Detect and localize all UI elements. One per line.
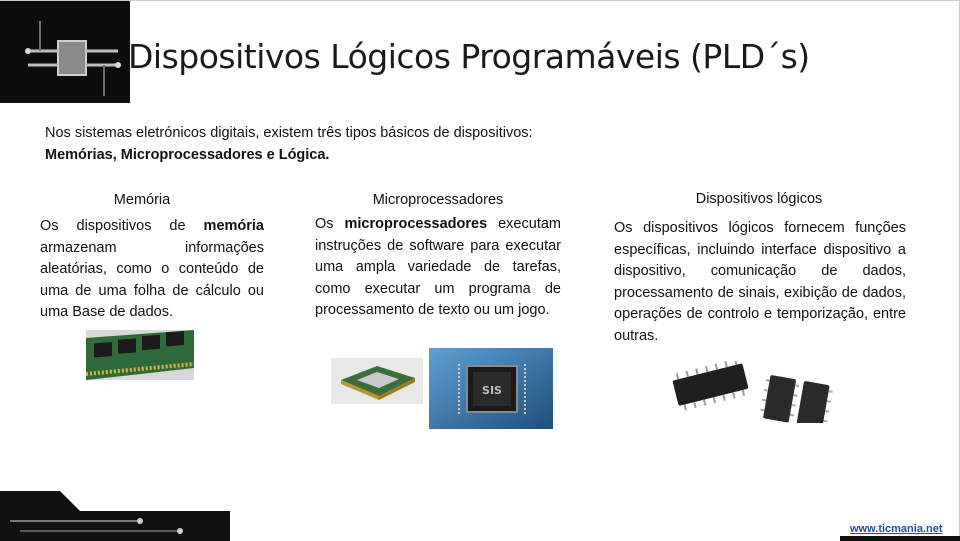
intro-text	[45, 122, 645, 166]
slide-title: Dispositivos Lógicos Programáveis (PLD´s)	[128, 37, 810, 76]
microprocessor-text-bold: microprocessadores	[344, 216, 488, 232]
cpu-chip-image	[331, 358, 423, 404]
microprocessor-heading: Microprocessadores	[372, 192, 504, 208]
logic-ic-image	[662, 361, 852, 423]
circuit-footer-decoration	[0, 491, 230, 541]
logic-devices-description: Os dispositivos lógicos fornecem funções específicas, incluindo interface dispositivo a dispositivo, comunicação de dados, processamento de sinais, exibição de dados, operações de controlo e temporização, entre outras.	[614, 220, 906, 344]
microprocessor-text-end: executam instruções de software para executar uma ampla variedade de tarefas, como executar um programa de processamento de texto ou um jogo.	[315, 216, 561, 318]
memory-description	[40, 216, 264, 324]
bga-chip-image	[429, 348, 553, 429]
svg-text:SIS: SIS	[482, 384, 502, 397]
logic-devices-heading: Dispositivos lógicos	[695, 191, 823, 207]
microprocessor-description	[315, 214, 561, 322]
circuit-corner-decoration	[0, 1, 130, 103]
memory-text-end: armazenam informações aleatórias, como o conteúdo de uma de uma folha de cálculo ou uma Base de dados.	[40, 239, 264, 320]
footer-bar	[840, 536, 960, 541]
memory-text-start: Os dispositivos de	[40, 218, 204, 234]
memory-heading: Memória	[113, 192, 171, 208]
microprocessor-text-start: Os	[315, 216, 345, 232]
memory-module-image	[86, 330, 194, 380]
intro-line-1: Nos sistemas eletrónicos digitais, existem três tipos básicos de dispositivos:	[45, 125, 533, 141]
intro-line-2: Memórias, Microprocessadores e Lógica.	[45, 147, 330, 163]
footer-website-link[interactable]: www.ticmania.net	[850, 523, 943, 535]
memory-text-bold: memória	[203, 218, 264, 234]
